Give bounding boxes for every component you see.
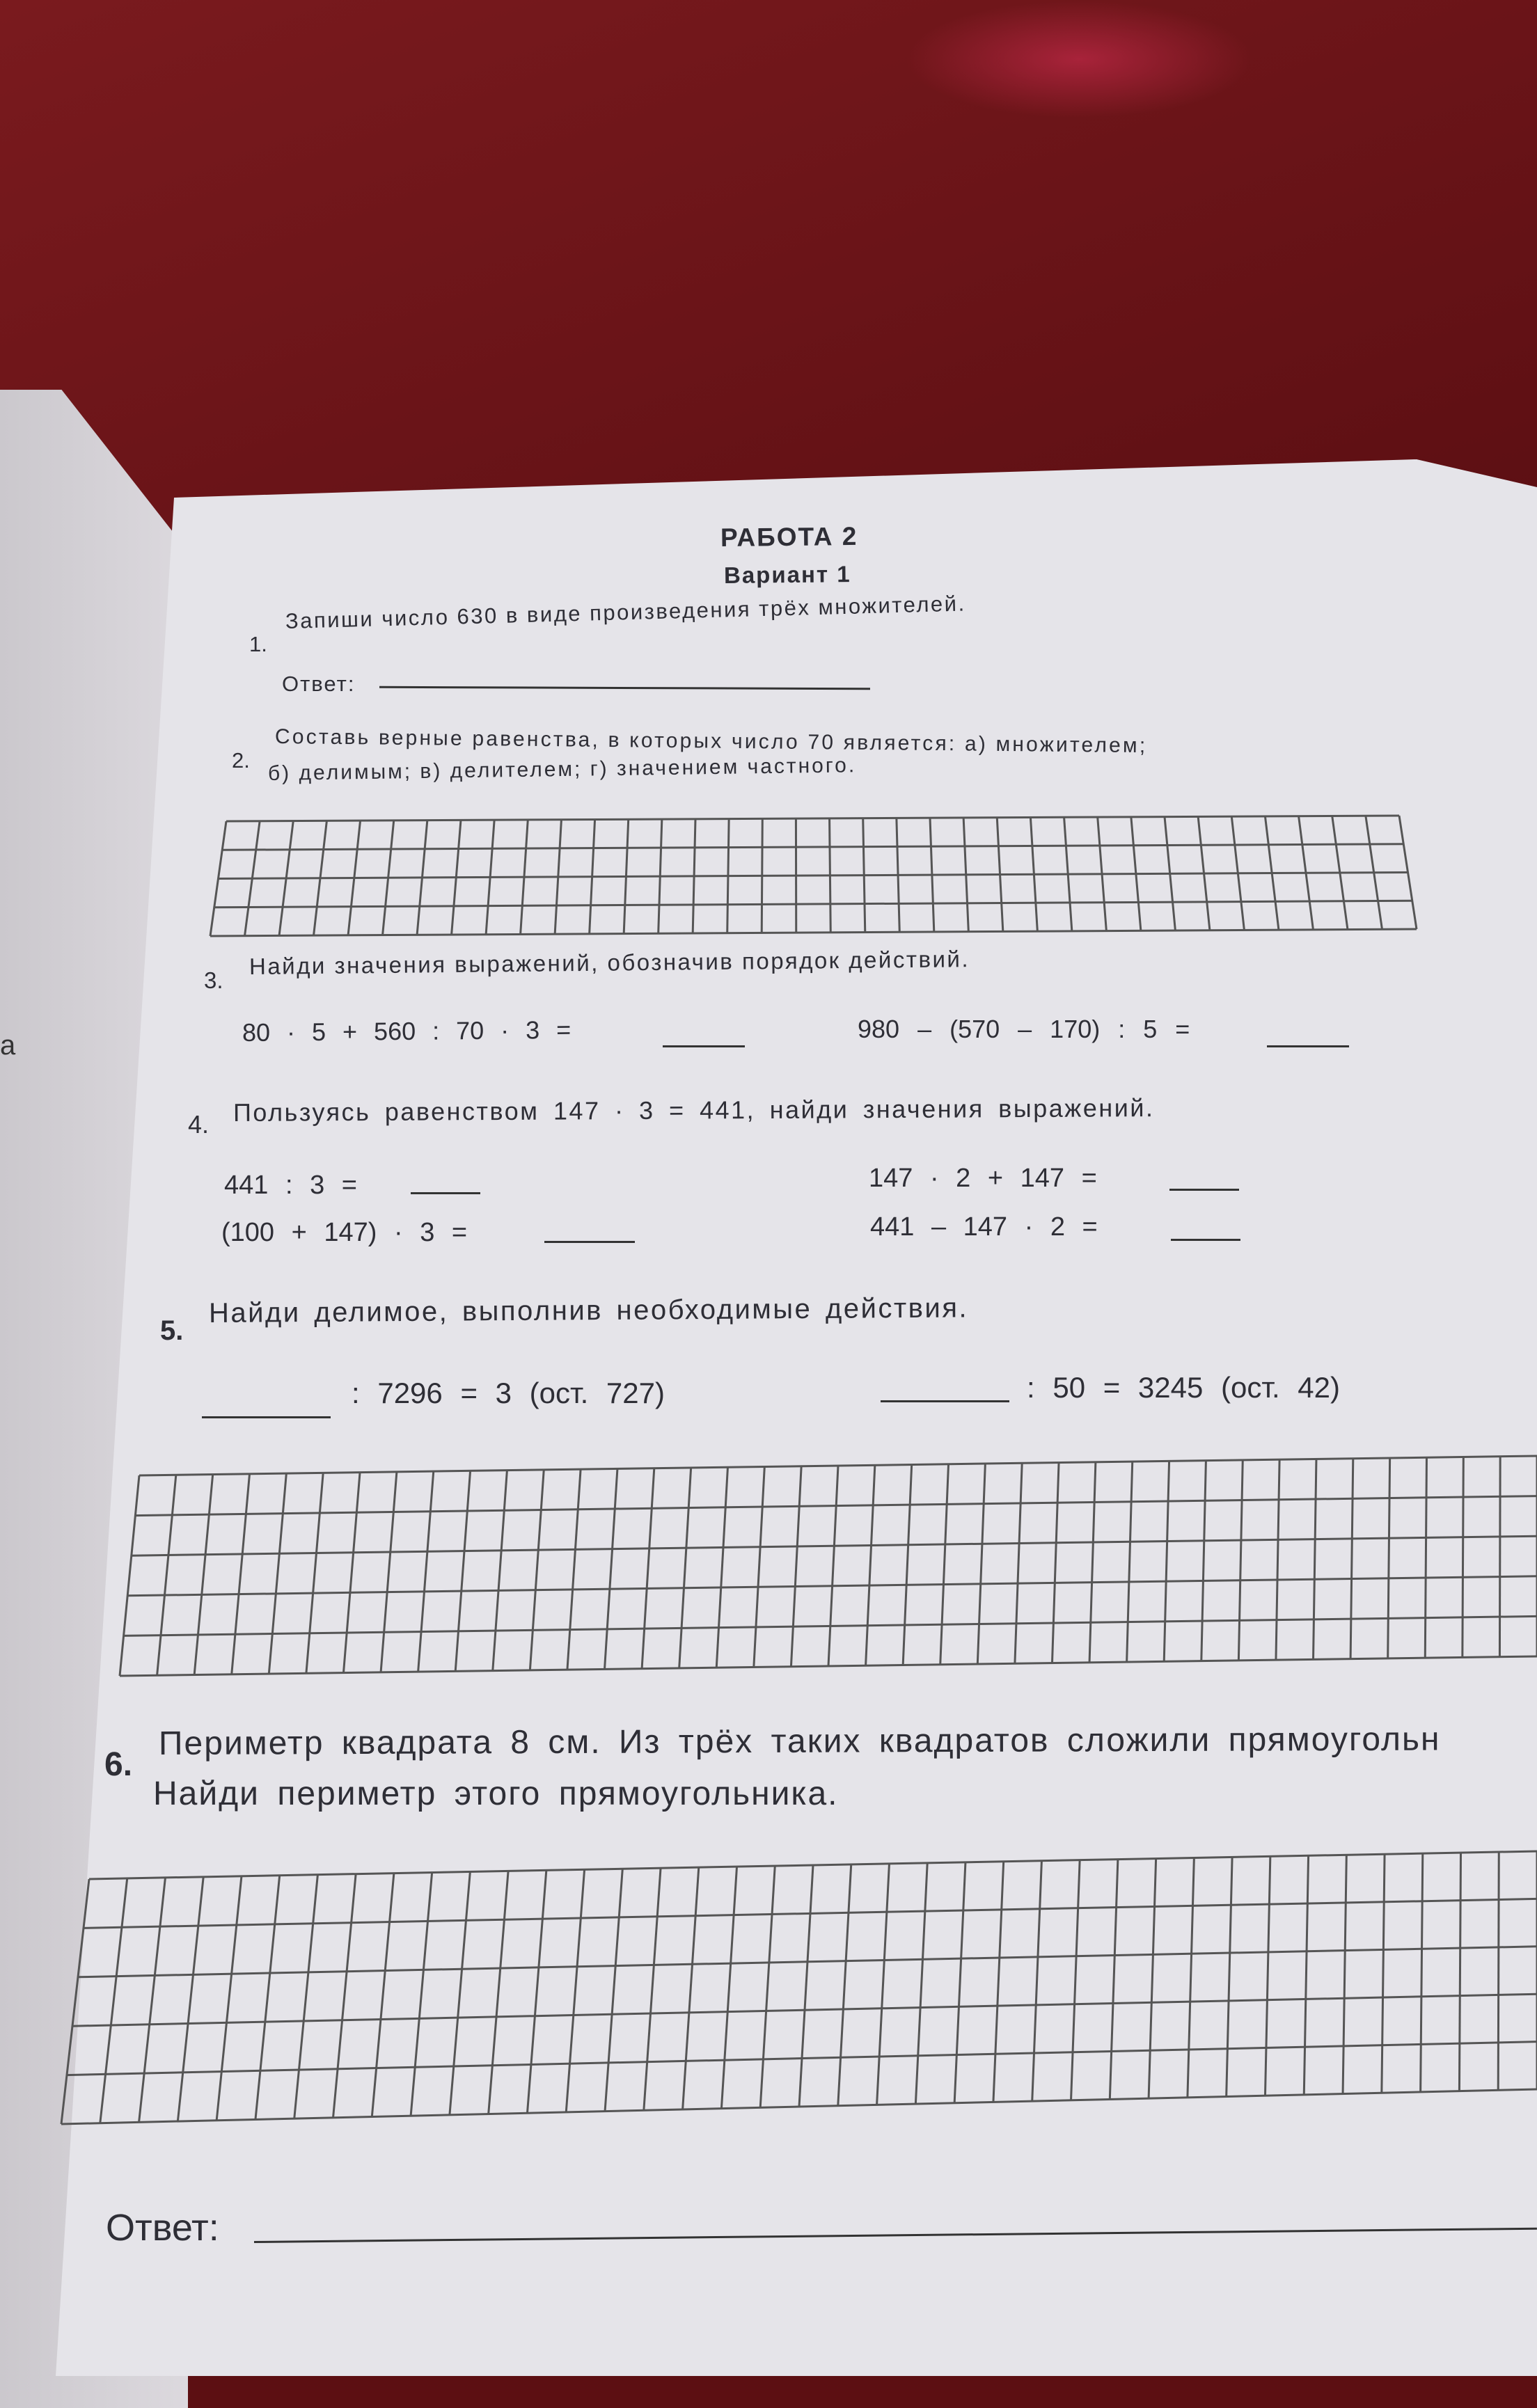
task5-expression-right: : 50 = 3245 (ост. 42)	[1027, 1371, 1340, 1404]
grid-vertical-line	[61, 1879, 89, 2124]
grid-vertical-line	[993, 1862, 1004, 2102]
grid-vertical-line	[644, 1868, 661, 2110]
grid-vertical-line	[1459, 1853, 1460, 2091]
grid-vertical-line	[100, 1878, 127, 2123]
grid-vertical-line	[1265, 1856, 1270, 2096]
task5-number: 5.	[160, 1315, 183, 1347]
grid-vertical-line	[760, 1866, 775, 2107]
grid-vertical-line	[566, 1869, 584, 2112]
grid-vertical-line	[683, 1867, 699, 2109]
grid-vertical-line	[411, 1873, 432, 2116]
task3-number: 3.	[204, 967, 223, 994]
task4-expression-a: 441 : 3 =	[224, 1171, 357, 1201]
task4-expression-d: 441 – 147 · 2 =	[870, 1212, 1098, 1242]
grid-vertical-line	[255, 1876, 280, 2120]
left-page-letter: а	[0, 1030, 15, 1061]
task5-expression-left: : 7296 = 3 (ост. 727)	[352, 1377, 665, 1410]
variant-title: Вариант 1	[724, 561, 851, 589]
task6-answer-label: Ответ:	[106, 2206, 219, 2249]
task2-number: 2.	[232, 748, 250, 773]
grid-vertical-line	[294, 1875, 318, 2118]
task4-text: Пользуясь равенством 147 · 3 = 441, найди значения выражений.	[233, 1093, 1155, 1127]
grid-vertical-line	[1149, 1859, 1156, 2099]
task4-number: 4.	[188, 1110, 209, 1139]
grid-vertical-line	[799, 1865, 813, 2107]
grid-vertical-line	[527, 1870, 546, 2113]
task2-line1: Составь верные равенства, в которых число 70 является: а) множителем;	[275, 725, 1148, 758]
task1-text: Запиши число 630 в виде произведения трёх множителей.	[285, 591, 967, 634]
grid-vertical-line	[721, 1867, 736, 2109]
grid-vertical-line	[489, 1871, 508, 2114]
task1-number: 1.	[249, 632, 267, 657]
task3-expression-right: 980 – (570 – 170) : 5 =	[858, 1015, 1190, 1044]
grid-vertical-line	[1343, 1855, 1346, 2093]
grid-vertical-line	[372, 1874, 394, 2117]
grid-vertical-line	[333, 1874, 356, 2118]
grid-vertical-line	[1071, 1860, 1080, 2100]
grid-vertical-line	[216, 1876, 242, 2121]
grid-vertical-line	[915, 1863, 927, 2104]
grid-vertical-line	[1227, 1857, 1232, 2096]
grid-vertical-line	[1304, 1855, 1308, 2095]
task4-expression-b: (100 + 147) · 3 =	[221, 1218, 467, 1248]
grid-vertical-line	[1188, 1858, 1194, 2097]
work-title: РАБОТА 2	[720, 522, 858, 553]
grid-vertical-line	[877, 1864, 890, 2105]
grid-vertical-line	[450, 1871, 470, 2114]
grid-vertical-line	[954, 1862, 965, 2103]
grid-vertical-line	[605, 1869, 622, 2111]
task6-line1: Периметр квадрата 8 см. Из трёх таких квадратов сложили прямоугольн	[159, 1720, 1441, 1763]
grid-vertical-line	[1110, 1860, 1118, 2100]
grid-vertical-line	[178, 1877, 203, 2121]
task3-expression-left: 80 · 5 + 560 : 70 · 3 =	[242, 1015, 572, 1047]
task3-text: Найди значения выражений, обозначив порядок действий.	[249, 946, 970, 980]
grid-vertical-line	[1032, 1861, 1042, 2101]
grid-vertical-line	[1382, 1854, 1385, 2093]
task1-answer-label: Ответ:	[282, 672, 355, 697]
grid-vertical-line	[838, 1864, 851, 2106]
task5-text: Найди делимое, выполнив необходимые действия.	[209, 1292, 968, 1329]
task6-line2: Найди периметр этого прямоугольника.	[153, 1775, 839, 1813]
task4-expression-c: 147 · 2 + 147 =	[869, 1164, 1097, 1194]
grid-vertical-line	[1498, 1852, 1499, 2090]
task2-line2: б) делимым; в) делителем; г) значением частного.	[268, 754, 857, 786]
grid-vertical-line	[139, 1878, 166, 2122]
grid-vertical-line	[1421, 1853, 1423, 2092]
task6-number: 6.	[104, 1745, 132, 1784]
